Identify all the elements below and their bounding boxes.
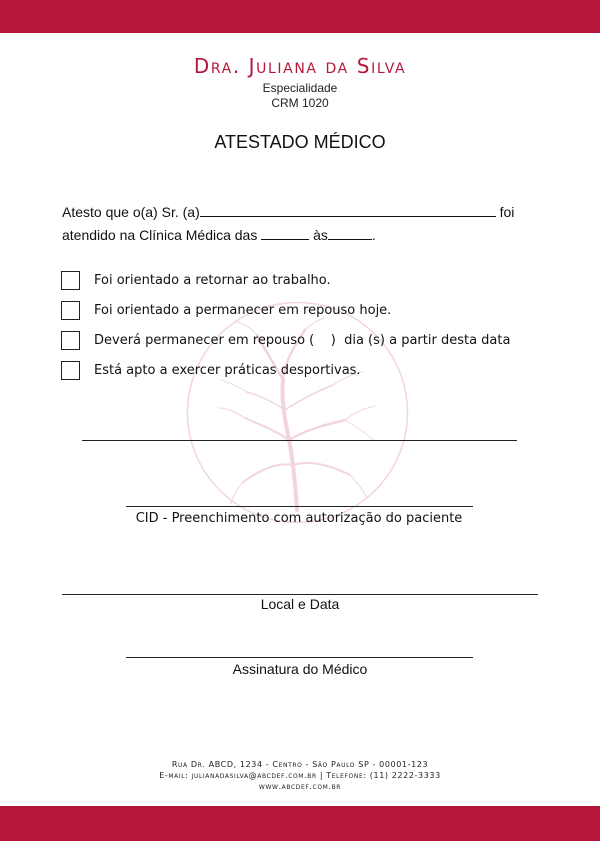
checkbox[interactable]	[61, 301, 80, 320]
footer-contact: E-mail: julianadasilva@abcdef.com.br | Telefone: (11) 2222-3333	[159, 771, 441, 780]
attest-text: .	[371, 227, 376, 243]
attest-text: às	[313, 227, 328, 243]
checklist-label: Foi orientado a permanecer em repouso hoje.	[94, 303, 392, 318]
doctor-name: Dra. Juliana da Silva	[193, 54, 407, 78]
attest-text: atendido na Clínica Médica das	[62, 227, 258, 243]
checklist-label: Deverá permanecer em repouso ( ) dia (s) a partir desta data	[94, 333, 511, 348]
checklist-label: Está apto a exercer práticas desportivas.	[94, 363, 361, 378]
start-time-field[interactable]	[261, 227, 309, 240]
footer-website: www.abcdef.com.br	[258, 782, 342, 791]
crm-number: CRM 1020	[271, 96, 329, 110]
checklist-label: Foi orientado a retornar ao trabalho.	[94, 273, 331, 288]
cid-line[interactable]	[126, 506, 473, 507]
attest-line-2	[62, 227, 542, 243]
checkbox[interactable]	[61, 271, 80, 290]
header-band	[0, 0, 600, 33]
footer-address: Rua Dr. ABCD, 1234 - Centro - São Paulo SP - 00001-123	[171, 760, 429, 769]
patient-name-field[interactable]	[200, 204, 496, 217]
local-date-line[interactable]	[62, 594, 538, 595]
checkbox[interactable]	[61, 331, 80, 350]
attest-line-1	[62, 204, 542, 220]
attest-text: foi	[499, 204, 515, 220]
signature-line[interactable]	[126, 657, 473, 658]
local-date-caption: Local e Data	[260, 596, 340, 612]
attest-text: Atesto que o(a) Sr. (a)	[62, 204, 200, 220]
signature-caption: Assinatura do Médico	[232, 661, 368, 677]
footer-band	[0, 806, 600, 841]
document-title: ATESTADO MÉDICO	[214, 132, 386, 152]
end-time-field[interactable]	[328, 227, 372, 240]
specialty: Especialidade	[262, 81, 338, 95]
checkbox[interactable]	[61, 361, 80, 380]
notes-line[interactable]	[82, 440, 517, 441]
cid-caption: CID - Preenchimento com autorização do paciente	[135, 511, 463, 526]
